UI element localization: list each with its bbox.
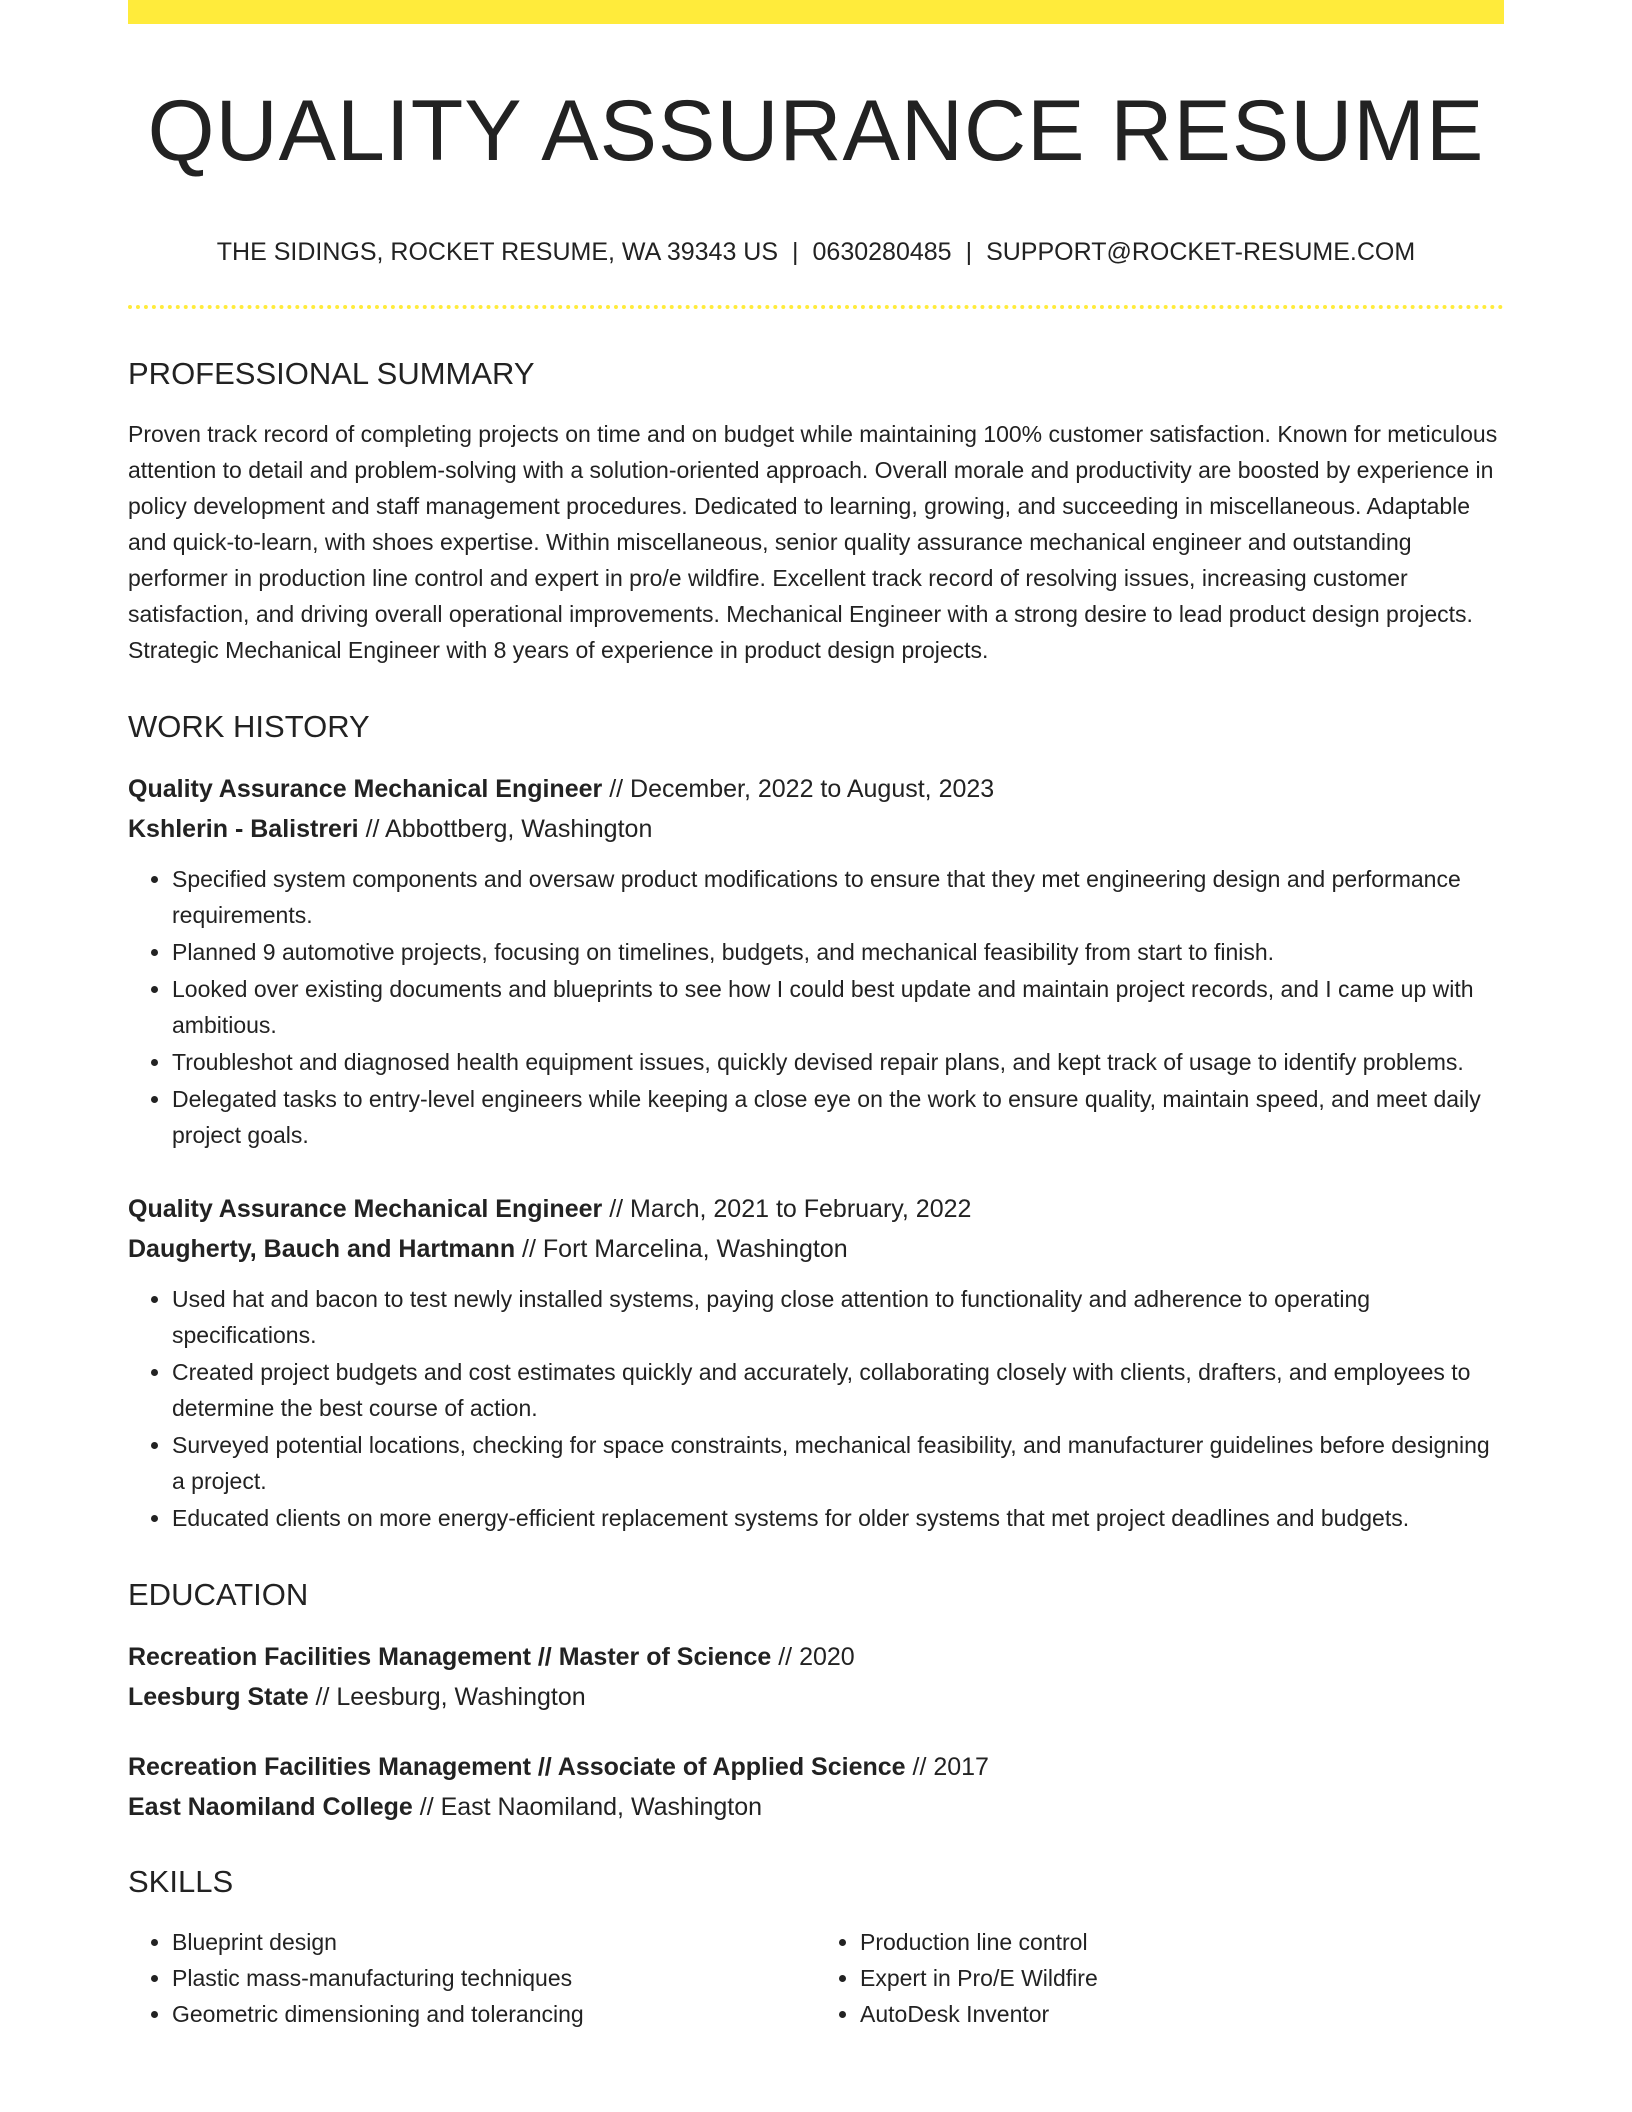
education-degree: Recreation Facilities Management // Master of Science: [128, 1643, 772, 1672]
resume-title: QUALITY ASSURANCE RESUME: [147, 83, 1485, 179]
job-bullet: • Created project budgets and cost estimates quickly and accurately, collaborating closely with clients, drafters, and employees to determine the best course of action.: [172, 1354, 1504, 1426]
job-dates: // December, 2022 to August, 2023: [602, 774, 995, 803]
skill-item: • Blueprint design: [172, 1924, 816, 1960]
education-entry: [128, 1747, 1504, 1827]
dotted-divider: [128, 305, 1504, 309]
education-location: // East Naomiland, Washington: [412, 1793, 763, 1822]
skills-list: [128, 1924, 1504, 2032]
job-bullet: • Educated clients on more energy-efficient replacement systems for older systems that met project deadlines and budgets.: [172, 1500, 1504, 1536]
job-position: Quality Assurance Mechanical Engineer: [128, 1194, 603, 1223]
contact-separator: |: [792, 237, 799, 266]
job-company-line: [128, 1229, 1504, 1269]
section-title-skills: SKILLS: [128, 1864, 234, 1900]
skill-item: • Geometric dimensioning and tolerancing: [172, 1996, 816, 2032]
summary-text: Proven track record of completing projects on time and on budget while maintaining 100% customer satisfaction. Known for meticulous attention to detail and problem-solving with a solution-oriented approach. Overall morale and productivity are boosted by experience in policy development and staff management procedures. Dedicated to learning, growing, and succeeding in miscellaneous. Adaptable and quick-to-learn, with shoes expertise. Within miscellaneous, senior quality assurance mechanical engineer and outstanding performer in production line control and expert in pro/e wildfire. Excellent track record of resolving issues, increasing customer satisfaction, and driving overall operational improvements. Mechanical Engineer with a strong desire to lead product design projects. Strategic Mechanical Engineer with 8 years of experience in product design projects.: [128, 420, 1498, 663]
contact-phone: 0630280485: [812, 237, 952, 266]
job-bullet: • Troubleshot and diagnosed health equipment issues, quickly devised repair plans, and kept track of usage to identify problems.: [172, 1044, 1504, 1080]
accent-bar: [128, 0, 1504, 24]
education-year: // 2017: [905, 1753, 989, 1782]
education-location: // Leesburg, Washington: [308, 1683, 586, 1712]
job-entry: [128, 1189, 1504, 1536]
contact-line: [128, 237, 1504, 267]
job-dates: // March, 2021 to February, 2022: [602, 1194, 972, 1223]
job-bullet: • Delegated tasks to entry-level engineers while keeping a close eye on the work to ensure quality, maintain speed, and meet daily project goals.: [172, 1081, 1504, 1153]
skills-column-right: [816, 1924, 1504, 2032]
job-entry: [128, 769, 1504, 1153]
contact-separator: |: [965, 237, 973, 266]
skill-item: • AutoDesk Inventor: [860, 1996, 1504, 2032]
job-bullet: • Specified system components and oversaw product modifications to ensure that they met engineering design and performance requirements.: [172, 861, 1504, 933]
job-company-line: [128, 809, 1504, 849]
job-bullets: [128, 861, 1504, 1153]
job-position: Quality Assurance Mechanical Engineer: [128, 774, 603, 803]
job-heading: [128, 1189, 1504, 1229]
skill-item: • Production line control: [860, 1924, 1504, 1960]
job-bullet: • Surveyed potential locations, checking for space constraints, mechanical feasibility, and manufacturer guidelines before designing a project.: [172, 1427, 1504, 1499]
skills-column-left: [128, 1924, 816, 2032]
section-title-work-history: WORK HISTORY: [128, 708, 370, 744]
job-location: // Fort Marcelina, Washington: [515, 1234, 848, 1263]
education-heading: [128, 1637, 1504, 1677]
job-company: Daugherty, Bauch and Hartmann: [128, 1234, 516, 1263]
skill-item: • Expert in Pro/E Wildfire: [860, 1960, 1504, 1996]
education-school-line: [128, 1677, 1504, 1717]
contact-email: SUPPORT@ROCKET-RESUME.COM: [986, 237, 1416, 266]
job-heading: [128, 769, 1504, 809]
job-bullet: • Looked over existing documents and blueprints to see how I could best update and maintain project records, and I came up with ambitious.: [172, 971, 1504, 1043]
education-school-line: [128, 1787, 1504, 1827]
job-bullet: • Planned 9 automotive projects, focusing on timelines, budgets, and mechanical feasibility from start to finish.: [172, 934, 1504, 970]
section-title-education: EDUCATION: [128, 1576, 309, 1612]
education-degree: Recreation Facilities Management // Associate of Applied Science: [128, 1753, 906, 1782]
contact-address: THE SIDINGS, ROCKET RESUME, WA 39343 US: [216, 237, 779, 266]
skill-item: • Plastic mass-manufacturing techniques: [172, 1960, 816, 1996]
education-school: East Naomiland College: [128, 1793, 413, 1822]
education-entry: [128, 1637, 1504, 1717]
education-year: // 2020: [771, 1643, 855, 1672]
resume-page: [128, 0, 1504, 2032]
education-school: Leesburg State: [128, 1683, 309, 1712]
job-company: Kshlerin - Balistreri: [128, 814, 359, 843]
section-title-summary: PROFESSIONAL SUMMARY: [128, 355, 535, 391]
job-bullet: • Used hat and bacon to test newly installed systems, paying close attention to functionality and adherence to operating specifications.: [172, 1281, 1504, 1353]
job-bullets: [128, 1281, 1504, 1536]
education-heading: [128, 1747, 1504, 1787]
job-location: // Abbottberg, Washington: [358, 814, 653, 843]
